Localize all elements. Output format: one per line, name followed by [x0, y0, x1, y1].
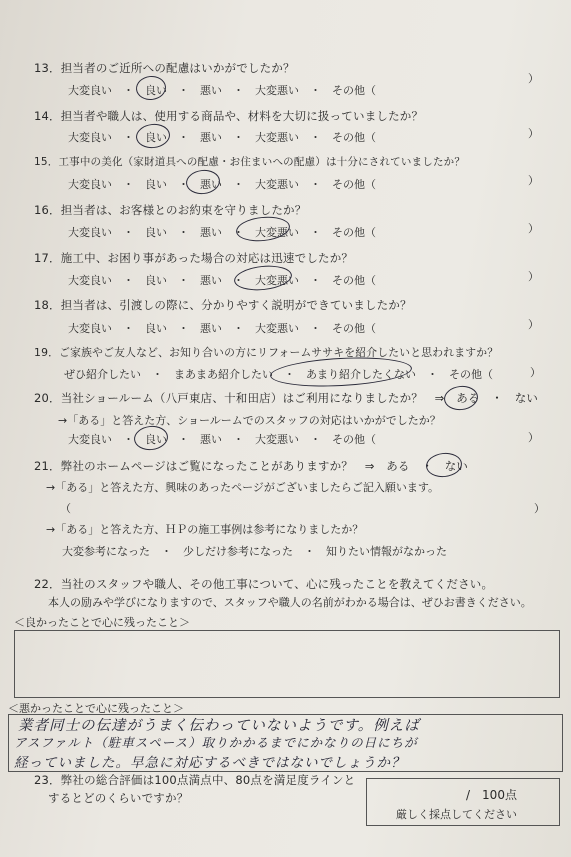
q21-open1: （	[60, 502, 71, 515]
q14-answer-circle	[135, 122, 171, 149]
q20-options: 大変良い ・ 良い ・ 悪い ・ 大変悪い ・ その他（	[68, 433, 376, 446]
q21-answer-circle	[425, 451, 463, 479]
q15-close: ）	[528, 174, 539, 187]
q17-close: ）	[528, 270, 539, 283]
q20-sub-answer-circle	[133, 424, 169, 451]
q21-close1: ）	[534, 502, 545, 515]
q14-close: ）	[528, 127, 539, 140]
q22-bad-heading: ＜悪かったことで心に残ったこと＞	[8, 702, 184, 715]
q23-score: / 100点	[466, 788, 517, 802]
q16-label: 16．担当者は、お客様とのお約束を守りましたか？	[34, 203, 307, 217]
q23-note: 厳しく採点してください	[396, 808, 517, 821]
q21-sub1: →「ある」と答えた方、興味のあったページがございましたらご記入願います。	[46, 481, 440, 494]
q17-options: 大変良い ・ 良い ・ 悪い ・ 大変悪い ・ その他（	[68, 274, 376, 287]
q19-close: ）	[530, 366, 541, 379]
q22-good-box[interactable]	[14, 630, 560, 698]
q18-close: ）	[528, 318, 539, 331]
q16-options: 大変良い ・ 良い ・ 悪い ・ 大変悪い ・ その他（	[68, 226, 376, 239]
q20-answer-circle	[443, 384, 479, 411]
q21-options: 大変参考になった ・ 少しだけ参考になった ・ 知りたい情報がなかった	[62, 545, 447, 558]
q13-close: ）	[528, 72, 539, 85]
q17-label: 17．施工中、お困り事があった場合の対応は迅速でしたか？	[34, 251, 354, 265]
q20-close: ）	[528, 431, 539, 444]
q19-options: ぜひ紹介したい ・ まあまあ紹介したい ・ あまり紹介したくない ・ その他（	[64, 368, 493, 381]
q15-label: 15．工事中の美化（家財道具への配慮・お住まいへの配慮）は十分にされていましたか？	[34, 156, 466, 168]
handwriting-line-2: アスファルト（駐車スペース）取りかかるまでにかなりの日にちが	[14, 735, 418, 750]
q22-sub: 本人の励みや学びになりますので、スタッフや職人の名前がわかる場合は、ぜひお書きください。	[48, 596, 532, 609]
q20-label: 20．当社ショールーム（八戸東店、十和田店）はご利用になりましたか？ ⇒ ある ・ ない	[34, 391, 539, 405]
q18-options: 大変良い ・ 良い ・ 悪い ・ 大変悪い ・ その他（	[68, 322, 376, 335]
q14-options: 大変良い ・ 良い ・ 悪い ・ 大変悪い ・ その他（	[68, 131, 376, 144]
handwriting-line-3: 経っていました。早急に対応するべきではないでしょうか？	[14, 755, 406, 771]
handwriting-line-1: 業者同士の伝達がうまく伝わっていないようです。例えば	[18, 718, 420, 734]
q20-sub: →「ある」と答えた方、ショールームでのスタッフの対応はいかがでしたか？	[58, 414, 441, 427]
q17-answer-circle	[233, 263, 293, 293]
q21-sub2: →「ある」と答えた方、ＨＰの施工事例は参考になりましたか？	[46, 523, 364, 536]
q15-options: 大変良い ・ 良い ・ 悪い ・ 大変悪い ・ その他（	[68, 178, 376, 191]
q21-label: 21．弊社のホームページはご覧になったことがありますか？ ⇒ ある ・ ない	[34, 459, 469, 473]
q22-good-heading: ＜良かったことで心に残ったこと＞	[14, 616, 190, 629]
q19-label: 19．ご家族やご友人など、お知り合いの方にリフォームササキを紹介したいと思われますか？	[34, 346, 499, 359]
q13-label: 13．担当者のご近所への配慮はいかがでしたか？	[34, 61, 295, 75]
q23-label-2: するとどのくらいですか？	[48, 791, 189, 805]
q14-label: 14．担当者や職人は、使用する商品や、材料を大切に扱っていましたか？	[34, 109, 424, 123]
q16-close: ）	[528, 222, 539, 235]
q13-options: 大変良い ・ 良い ・ 悪い ・ 大変悪い ・ その他（	[68, 84, 376, 97]
q18-label: 18．担当者は、引渡しの際に、分かりやすく説明ができていましたか？	[34, 298, 412, 312]
q23-label-1: 23．弊社の総合評価は100点満点中、80点を満足度ラインと	[34, 773, 356, 787]
q22-label: 22．当社のスタッフや職人、その他工事について、心に残ったことを教えてください。	[34, 577, 494, 591]
